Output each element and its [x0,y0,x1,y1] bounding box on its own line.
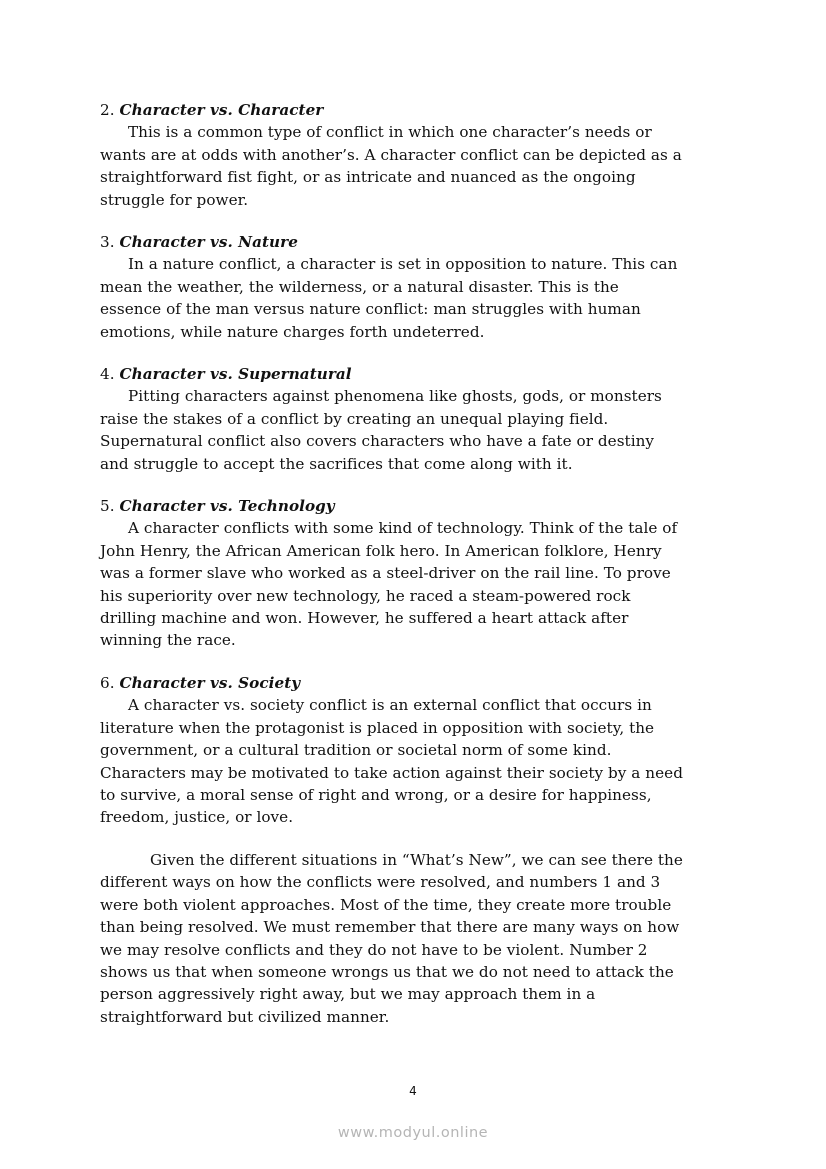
conflict-section [100,363,740,475]
paragraph-line: shows us that when someone wrongs us that we do not need to attack the [100,963,674,982]
paragraph-line: was a former slave who worked as a steel-driver on the rail line. To prove [100,564,671,583]
paragraph-line: than being resolved. We must remember that there are many ways on how [100,918,680,937]
paragraph-line: Characters may be motivated to take action against their society by a need [100,763,683,782]
paragraph-line: emotions, while nature charges forth undeterred. [100,322,485,341]
paragraph-line: mean the weather, the wilderness, or a natural disaster. This is the [100,277,619,296]
paragraph-line: to survive, a moral sense of right and wrong, or a desire for happiness, [100,786,652,805]
paragraph-line: winning the race. [100,631,236,650]
section-number: 4. [100,365,115,383]
paragraph-line: A character conflicts with some kind of technology. Think of the tale of [128,519,678,538]
section-number: 2. [100,101,115,119]
paragraph-line: person aggressively right away, but we may approach them in a [100,985,596,1004]
section-title: Character vs. Nature [119,233,298,251]
paragraph-line: straightforward but civilized manner. [100,1007,390,1026]
section-number: 3. [100,233,115,251]
conflict-section [100,495,740,652]
paragraph-line: Pitting characters against phenomena like ghosts, gods, or monsters [128,387,662,406]
paragraph-line: freedom, justice, or love. [100,808,294,827]
section-title: Character vs. Technology [119,497,335,515]
paragraph-line: drilling machine and won. However, he suffered a heart attack after [100,609,629,628]
conflict-section [100,99,740,211]
section-title: Character vs. Supernatural [119,365,352,383]
paragraph-line: straightforward fist fight, or as intricate and nuanced as the ongoing [100,168,636,187]
paragraph-line: John Henry, the African American folk hero. In American folklore, Henry [100,541,662,560]
section-heading [100,231,740,253]
paragraph-line: and struggle to accept the sacrifices that come along with it. [100,454,573,473]
paragraph-line: raise the stakes of a conflict by creating an unequal playing field. [100,409,609,428]
paragraph-line: A character vs. society conflict is an external conflict that occurs in [128,696,652,715]
section-title: Character vs. Character [119,101,324,119]
section-title: Character vs. Society [119,674,301,692]
paragraph-line: This is a common type of conflict in which one character’s needs or [128,123,652,142]
conflict-section [100,672,740,829]
paragraph-line: government, or a cultural tradition or societal norm of some kind. [100,741,612,760]
paragraph-line: wants are at odds with another’s. A character conflict can be depicted as a [100,145,682,164]
paragraph-line: literature when the protagonist is placed in opposition with society, the [100,718,655,737]
section-heading [100,495,740,517]
watermark: www.modyul.online [337,1125,489,1141]
paragraph-line: different ways on how the conflicts were resolved, and numbers 1 and 3 [100,873,661,892]
paragraph-line: his superiority over new technology, he raced a steam-powered rock [100,586,631,605]
paragraph-line: we may resolve conflicts and they do not have to be violent. Number 2 [100,940,648,959]
paragraph-line: In a nature conflict, a character is set in opposition to nature. This can [128,255,678,274]
section-heading [100,672,740,694]
paragraph-line: struggle for power. [100,190,249,209]
paragraph-line: Supernatural conflict also covers characters who have a fate or destiny [100,432,655,451]
section-number: 6. [100,674,115,692]
section-heading [100,99,740,121]
paragraph-line: Given the different situations in “What’s New”, we can see there the [150,851,683,869]
page-number: 4 [409,1084,417,1098]
paragraph-line: essence of the man versus nature conflict: man struggles with human [100,300,641,319]
paragraph-line: were both violent approaches. Most of the time, they create more trouble [100,895,672,914]
section-heading [100,363,740,385]
closing-paragraph [100,849,740,1028]
conflict-section [100,231,740,343]
section-number: 5. [100,497,115,515]
